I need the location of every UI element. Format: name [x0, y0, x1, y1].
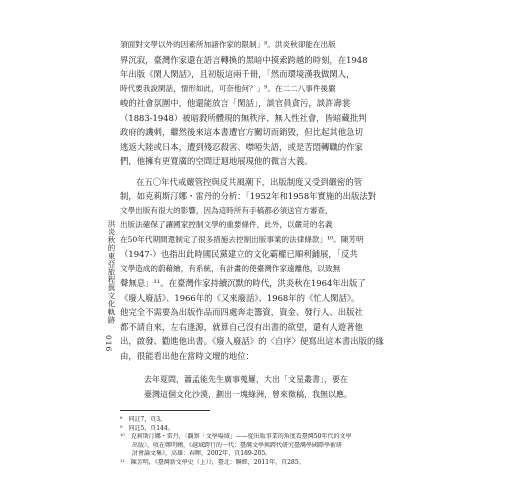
footnote-divider	[120, 410, 210, 411]
text-line: 聲無息」¹¹。在臺灣作家持續沉默的時代，洪炎秋在1964年出版了	[120, 278, 366, 288]
text-line: 文學造成的蔚藉繪，有系統，有計畫的使臺灣作家遠離他，以致無	[120, 263, 341, 273]
text-line: 出版法確保了讓國家控制文學的重要條件，此外，以嚴苛的名義	[120, 220, 333, 229]
body-text	[120, 38, 420, 467]
text-line: 都不請自來，左右逢源，就算自己沒有出書的欲望，還有人遊著他	[120, 321, 363, 332]
text-line: 界沉寂，臺灣作家還在語言轉換的黑暗中摸索跨越的時刻，在1948	[120, 54, 368, 65]
quote-line: 臺灣這個文化沙漠，劃出一塊綠洲，曾來徵稿，我無以應。	[144, 389, 352, 399]
text-line: 年出版《閑人閑話》，且初版這兩千冊，「然而環境漢我做閑人，	[120, 69, 355, 79]
text-line: 《廢人廢話》、1966年的《又來廢話》、1968年的《忙人閑話》。	[120, 292, 360, 303]
running-head: 洪炎秋的東亞旅程與文化軌跡	[107, 220, 116, 324]
text-line: 文學出版有很大的影響，因為這時所有手稿都必須送官方審查，	[120, 205, 333, 215]
footnote: ¹¹ 陳芳明，《臺灣新文學史（上）》，臺北：聯經，2011年，頁285。	[120, 458, 305, 466]
text-line: 他完全不需要為出版作品而四處奔走籌資，資金、發行人、出版社	[120, 307, 363, 317]
text-line: 逃返大陸或日本，遭到殘忍殺害、噤啞失語，或是苦悶轉職的作家	[120, 141, 363, 152]
page-number: 016	[104, 335, 113, 353]
footnote: ⁸ 同註7，頁3。	[120, 416, 167, 423]
text-line: 時代要我說閑話，情形如此，可奈他何？」⁹。在二二八事件後嚴	[120, 83, 336, 93]
block-quote	[120, 373, 420, 402]
text-line: 政府的譏刺，繼然後來這本書遭官方關切而銷毀，但比起其他急切	[120, 127, 363, 137]
paragraph-1	[120, 38, 420, 169]
footnote: 出版〉，收在鄭明娳，《越域跨行的一代：臺灣文學與跨代研究臺灣學國際學術研	[120, 441, 343, 449]
paragraph-2	[120, 175, 420, 364]
text-line: 制，如克莉斯汀娜・雷丹的分析：「1952年和1958年實施的出版法對	[120, 191, 377, 201]
footnote: 討會論文集》，高雄：春暉，2002年，頁189-205。	[120, 450, 272, 457]
quote-line: 去年夏間，蕭孟能先生廣事蒐羅，大出「文星叢書」，要在	[144, 375, 348, 384]
footnotes	[120, 416, 420, 467]
text-line: 在50年代期間還制定了很多措施去控制出版事業的法律條款」¹⁰。陳芳明	[120, 234, 364, 244]
text-line: 峻的社會氛圍中，他還能放言「閑話」，談官員貪污，談許壽裳	[120, 98, 351, 108]
footnote: ⁹ 同註5，頁144。	[120, 424, 174, 432]
text-line: （1947-）也指出此時國民黨建立的文化霸權已順利鋪展，「反共	[120, 249, 358, 259]
text-line: 出，啟發、勸進他出書。《廢人廢話》的〈自序〉便寫出這本書出版的緣	[120, 336, 384, 346]
text-line: 由，很能看出他在當時文壇的地位：	[120, 350, 254, 361]
footnote: ¹⁰ 克莉斯汀娜・雷丹，〈觀察「文學場域」——從出版事業的角度看臺灣50年代的文學	[120, 433, 352, 440]
text-line: 須面對文學以外的因素所加諸作家的限制」⁸。洪炎秋卻能在出版	[120, 40, 336, 49]
text-line: 們，他擁有更寬廣的空間迂迴地展現他的微言大義。	[120, 156, 313, 166]
text-line: （1883-1948）被暗殺所體現的無秩序、無人性社會，皆暗藏批判	[120, 112, 367, 123]
text-line: 在五〇年代戒嚴管控與反共風潮下，出版制度又受到嚴密的管	[136, 176, 363, 187]
